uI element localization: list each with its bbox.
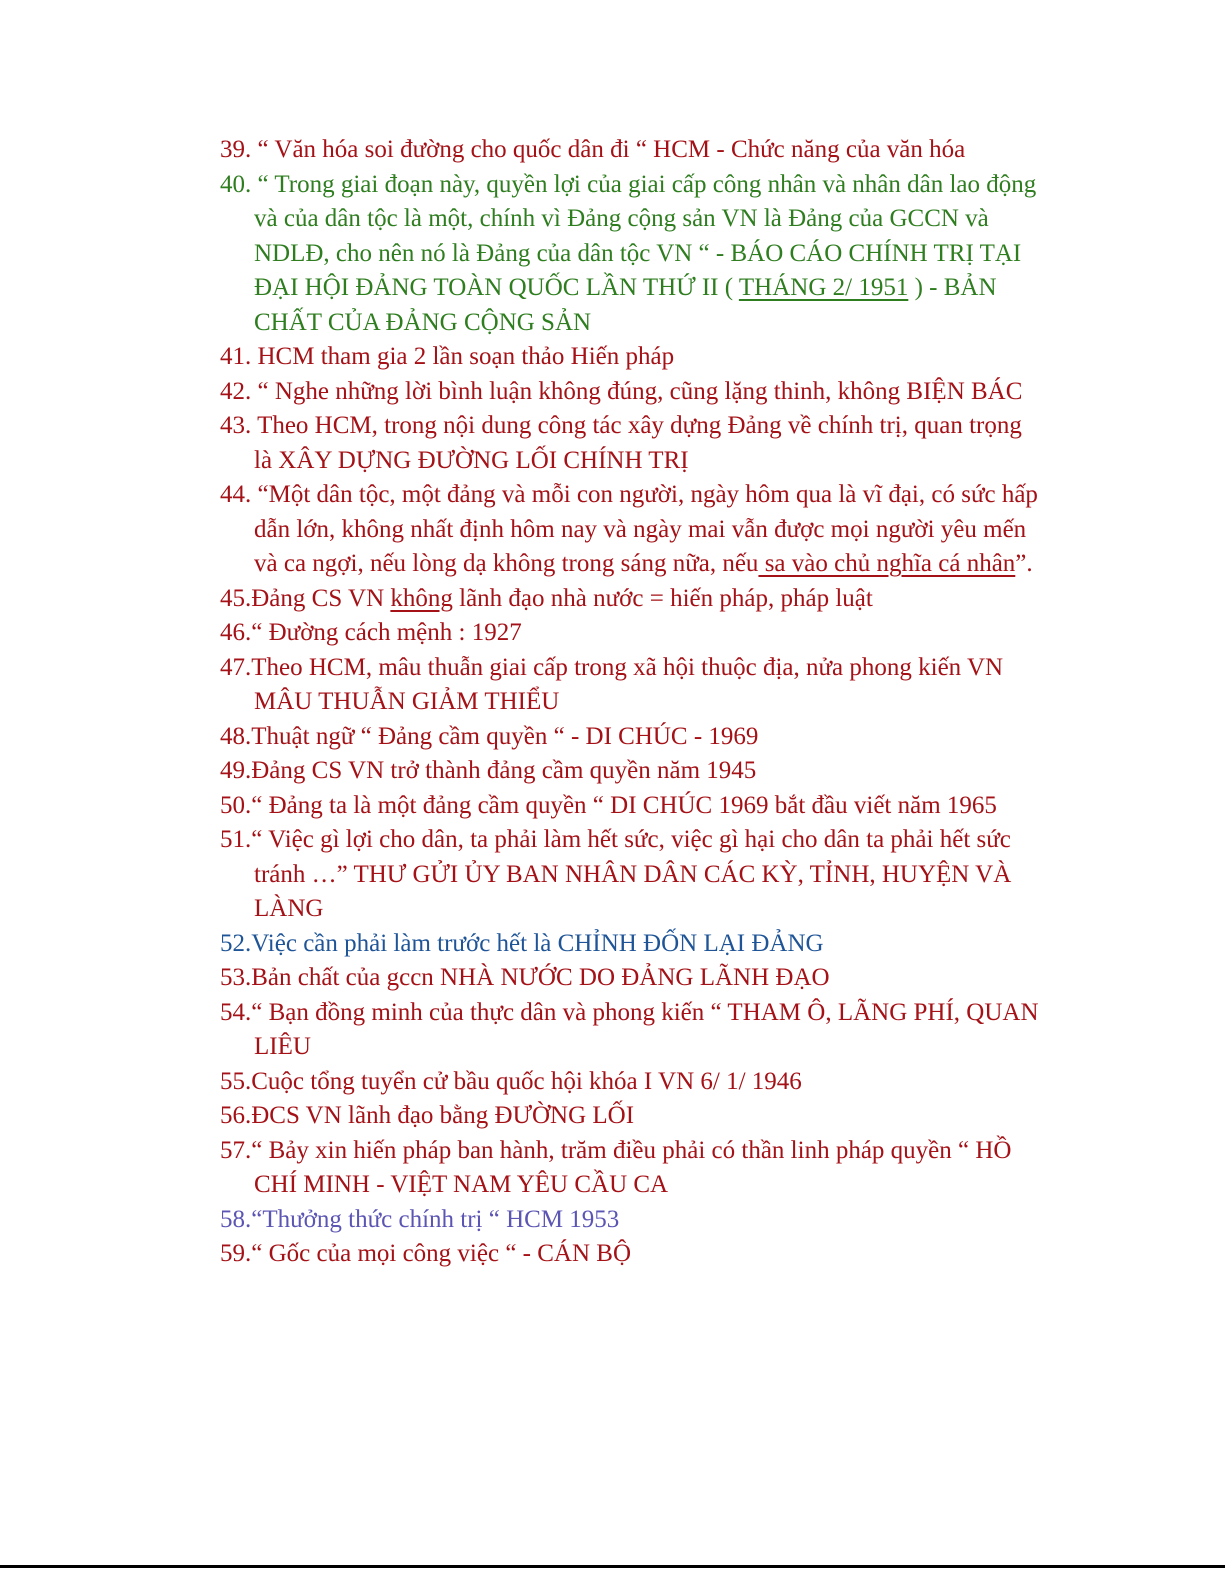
list-item-46 (220, 616, 1040, 651)
item-number: 42. (220, 377, 258, 405)
item-text: Đảng CS VN (251, 584, 391, 612)
list-item-56 (220, 1099, 1040, 1134)
item-number: 50. (220, 791, 252, 819)
list-item-44 (220, 478, 1040, 582)
list-item-48 (220, 720, 1040, 755)
item-number: 54. (220, 998, 252, 1026)
item-number: 55. (220, 1067, 252, 1095)
item-number: 49. (220, 757, 252, 784)
item-text: Bản chất của gccn NHÀ NƯỚC DO ĐẢNG LÃNH ĐẠO (251, 964, 830, 991)
item-text: Theo HCM, mâu thuẫn giai cấp trong xã hội thuộc địa, nửa phong kiến VN MÂU THUẪN GIẢM THIỂU (251, 653, 1004, 715)
item-number: 41. (220, 343, 258, 370)
item-number: 57. (220, 1136, 252, 1164)
item-number: 45. (220, 584, 252, 612)
item-text: “ Nghe những lời bình luận không đúng, cũng lặng thinh, không BIỆN BÁC (257, 377, 1023, 405)
underlined-word: không (390, 584, 453, 612)
underlined-phrase: sa vào chủ nghĩa cá nhân (758, 550, 1016, 577)
list-item-53 (220, 961, 1040, 996)
item-text-tail: ) - BẢN CHẤT CỦA ĐẢNG CỘNG SẢN (254, 274, 997, 336)
list-item-42 (220, 375, 1040, 410)
item-text-tail: lãnh đạo nhà nước = hiến pháp, pháp luật (452, 584, 873, 612)
item-text: ĐCS VN lãnh đạo bằng ĐƯỜNG LỐI (251, 1102, 635, 1129)
item-number: 52. (220, 929, 252, 957)
item-text: “ Đảng ta là một đảng cầm quyền “ DI CHÚC 1969 bắt đầu viết năm 1965 (251, 791, 997, 819)
item-text-tail: ”. (1015, 550, 1033, 577)
list-item-54 (220, 996, 1040, 1065)
page-bottom-border (0, 1565, 1225, 1568)
item-text: “Một dân tộc, một đảng và mỗi con người, ngày hôm qua là vĩ đại, có sức hấp dẫn lớn, không nhất định hôm nay và ngày mai vẫn được mọi người yêu mến và ca ngợi, nếu lòng dạ không trong sáng nữa, nếu (254, 481, 1038, 577)
list-item-41 (220, 340, 1040, 375)
item-text: HCM tham gia 2 lần soạn thảo Hiến pháp (257, 343, 675, 370)
item-text: Cuộc tổng tuyển cử bầu quốc hội khóa I VN 6/ 1/ 1946 (251, 1067, 802, 1095)
item-number: 40. (220, 170, 258, 198)
list-item-58 (220, 1203, 1040, 1238)
item-number: 53. (220, 964, 252, 991)
list-item-59 (220, 1237, 1040, 1272)
item-text: “ Bảy xin hiến pháp ban hành, trăm điều phải có thần linh pháp quyền “ HỒ CHÍ MINH - VIỆT NAM YÊU CẦU CA (251, 1136, 1012, 1198)
item-number: 46. (220, 619, 252, 646)
item-text: “Thưởng thức chính trị “ HCM 1953 (251, 1205, 620, 1233)
item-text: “ Đường cách mệnh : 1927 (251, 619, 522, 646)
numbered-list (220, 133, 1040, 1272)
item-text: Theo HCM, trong nội dung công tác xây dựng Đảng về chính trị, quan trọng là XÂY DỰNG ĐƯỜNG LỐI CHÍNH TRỊ (254, 412, 1022, 474)
list-item-55 (220, 1065, 1040, 1100)
item-text: Đảng CS VN trở thành đảng cầm quyền năm 1945 (251, 757, 757, 784)
item-text: “ Trong giai đoạn này, quyền lợi của giai cấp công nhân và nhân dân lao động và của dân tộc là một, chính vì Đảng cộng sản VN là Đảng của GCCN và NDLĐ, cho nên nó là Đảng của dân tộc VN “ - BÁO CÁO CHÍNH TRỊ TẠI ĐẠI HỘI ĐẢNG TOÀN QUỐC LẦN THỨ II ( (254, 170, 1037, 301)
item-text: “ Việc gì lợi cho dân, ta phải làm hết sức, việc gì hại cho dân ta phải hết sức tránh …” THƯ GỬI ỦY BAN NHÂN DÂN CÁC KỲ, TỈNH, HUYỆN VÀ LÀNG (251, 826, 1012, 922)
item-number: 39. (220, 136, 258, 163)
list-item-50 (220, 789, 1040, 824)
item-text: “ Bạn đồng minh của thực dân và phong kiến “ THAM Ô, LÃNG PHÍ, QUAN LIÊU (251, 998, 1039, 1060)
list-item-45 (220, 582, 1040, 617)
list-item-52 (220, 927, 1040, 962)
item-number: 59. (220, 1240, 252, 1267)
item-number: 56. (220, 1102, 252, 1129)
list-item-49 (220, 754, 1040, 789)
item-number: 58. (220, 1205, 252, 1233)
item-number: 44. (220, 481, 258, 508)
list-item-39 (220, 133, 1040, 168)
item-number: 47. (220, 653, 252, 681)
item-text: “ Gốc của mọi công việc “ - CÁN BỘ (251, 1240, 631, 1267)
item-text: Thuật ngữ “ Đảng cầm quyền “ - DI CHÚC - 1969 (251, 722, 759, 750)
list-item-40 (220, 168, 1040, 341)
item-text: Việc cần phải làm trước hết là CHỈNH ĐỐN LẠI ĐẢNG (251, 929, 824, 957)
underlined-date: THÁNG 2/ 1951 (738, 274, 909, 301)
list-item-43 (220, 409, 1040, 478)
list-item-51 (220, 823, 1040, 927)
item-number: 51. (220, 826, 252, 853)
item-text: “ Văn hóa soi đường cho quốc dân đi “ HCM - Chức năng của văn hóa (257, 136, 966, 163)
list-item-57 (220, 1134, 1040, 1203)
item-number: 43. (220, 412, 258, 439)
item-number: 48. (220, 722, 252, 750)
list-item-47 (220, 651, 1040, 720)
